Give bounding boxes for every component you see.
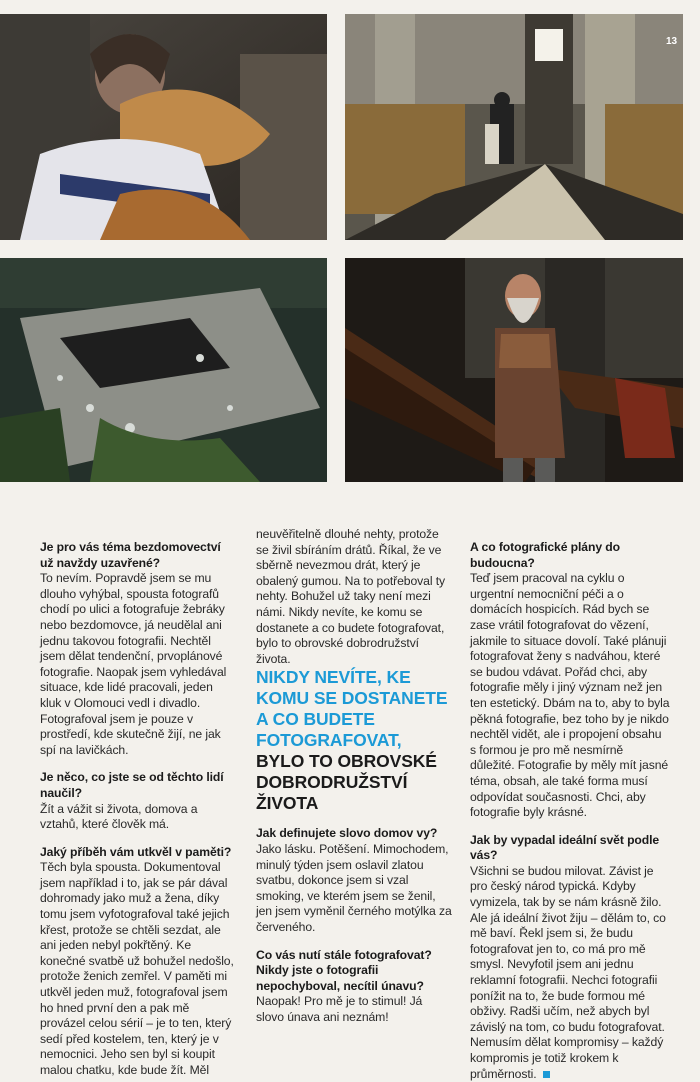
- photo-old-man-in-pew: [345, 258, 683, 482]
- answer-learned-from-people: Žít a vážit si života, domova a vztahů, které člověk má.: [40, 801, 198, 832]
- question-memorable-story: Jaký příběh vám utkvěl v paměti?: [40, 844, 232, 859]
- question-learned-from-people: Je něco, co jste se od těchto lidí naučil?: [40, 770, 224, 800]
- photo-church-interior: [345, 14, 683, 240]
- column-3: [470, 540, 670, 1082]
- question-future-plans: A co fotografické plány do budoucna?: [470, 540, 620, 570]
- article-end-mark: [543, 1071, 550, 1078]
- page-number: 13: [666, 36, 678, 47]
- pull-quote-highlight: NIKDY NEVÍTE, KE KOMU SE DOSTANETE A CO BUDETE FOTOGRAFOVAT,: [256, 667, 448, 751]
- photo-woman-with-dog: [0, 14, 327, 240]
- answer-future-plans: Teď jsem pracoval na cyklu o urgentní nemocniční péči a o domácích hospicích. Rád bych se zase vrátil fotografovat do vězení, jakmile to situace dovolí. Také plánuji fotografovat ženy s nadváhou, které se budou vdávat. Pořád chci, aby fotografie měly i jiný význam než jen ten estetický. Dbám na to, aby to byla pěkná fotografie, bez toho by je nikdo nechtěl vidět, ale i propojení obsahu s formou je pro mě nesmírně důležité. Fotografie by měly mít jasné téma, obsah, ale také forma musí odpovídat současnosti. Chci, aby fotografie byly krásné.: [470, 571, 670, 820]
- column-2: [256, 527, 452, 1025]
- answer-definition-of-home: Jako lásku. Potěšení. Mimochodem, minulý týden jsem oslavil zlatou svatbu, dokonce jsem si vzal smoking, ve kterém jsem se ženil, jen jsem vyměnil černého motýlka za červeného.: [256, 841, 452, 934]
- question-why-keep-photographing: Co vás nutí stále fotografovat? Nikdy jste o fotografii nepochyboval, necítil únavu?: [256, 947, 432, 993]
- answer-memorable-story: Těch byla spousta. Dokumentoval jsem například i to, jak se pár dával dohromady jako muž a žena, díky tomu jsem vyfotografoval také jejich křest, protože se chtěli sezdat, ale ani jeden nebyl pokřtěný. Ke konečné svatbě už bohužel nedošlo, protože ženich zemřel. V paměti mi utkvěl jeden muž, fotografoval jsem ho hned první den a pak mě provázel celou sérií – je to ten, který sedí před kostelem, ten, který je v nemocnici. Jeho sen byl si koupit malou chatku, kde bude žít. Měl: [40, 860, 234, 1077]
- photo-belongings-on-cardboard: [0, 258, 327, 482]
- answer-ideal-world: Všichni se budou milovat. Závist je pro český národ typická. Kdyby vymizela, tak by se nám krásně žilo. Ale já ideální život žiju – dělám to, co mě baví. Řekl jsem si, že budu fotografovat jen to, co má pro mě smysl. Nevyfotil jsem ani jednu reklamní fotografii. Nechci fotografii ponížit na to, že bude formou mé obživy. Radši učím, než abych byl závislý na tom, co budu fotografovat. Nemusím dělat kompromisy – každý kompromis je totiž krokem k průměrnosti.: [470, 863, 666, 1081]
- answer-memorable-story-continued: neuvěřitelně dlouhé nehty, protože se živil sbíráním drátů. Říkal, že ve sběrně nevezmou drát, který je obalený gumou. Na to potřeboval ty nehty. Bohužel už taky není mezi námi. Nikdy nevíte, ke komu se dostanete a co budete fotografovat, bylo to obrovské dobrodružství života.: [256, 527, 446, 666]
- question-homelessness-topic: Je pro vás téma bezdomovectví už navždy uzavřené?: [40, 540, 221, 570]
- answer-why-keep-photographing: Naopak! Pro mě je to stimul! Já slovo únava ani neznám!: [256, 994, 423, 1024]
- question-definition-of-home: Jak definujete slovo domov vy?: [256, 826, 438, 841]
- question-ideal-world: Jak by vypadal ideální svět podle vás?: [470, 832, 660, 863]
- answer-homelessness-topic: To nevím. Popravdě jsem se mu dlouho vyhýbal, spousta fotografů chodí po ulici a fotografuje žebráky nebo bezdomovce, já neudělal ani jednu takovou fotografii. Nechtěl jsem dělat tendenční, prvoplánové fotografie. Naopak jsem vyhledával situace, kde lidé pracovali, jeden kluk v Olomouci vedl i divadlo. Fotografoval jsem je pouze v prostředí, kde skutečně žijí, ne jak spí na lavičkách.: [40, 571, 227, 757]
- pull-quote-continuation: BYLO TO OBROVSKÉ DOBRODRUŽSTVÍ ŽIVOTA: [256, 751, 437, 814]
- column-1: [40, 540, 236, 1079]
